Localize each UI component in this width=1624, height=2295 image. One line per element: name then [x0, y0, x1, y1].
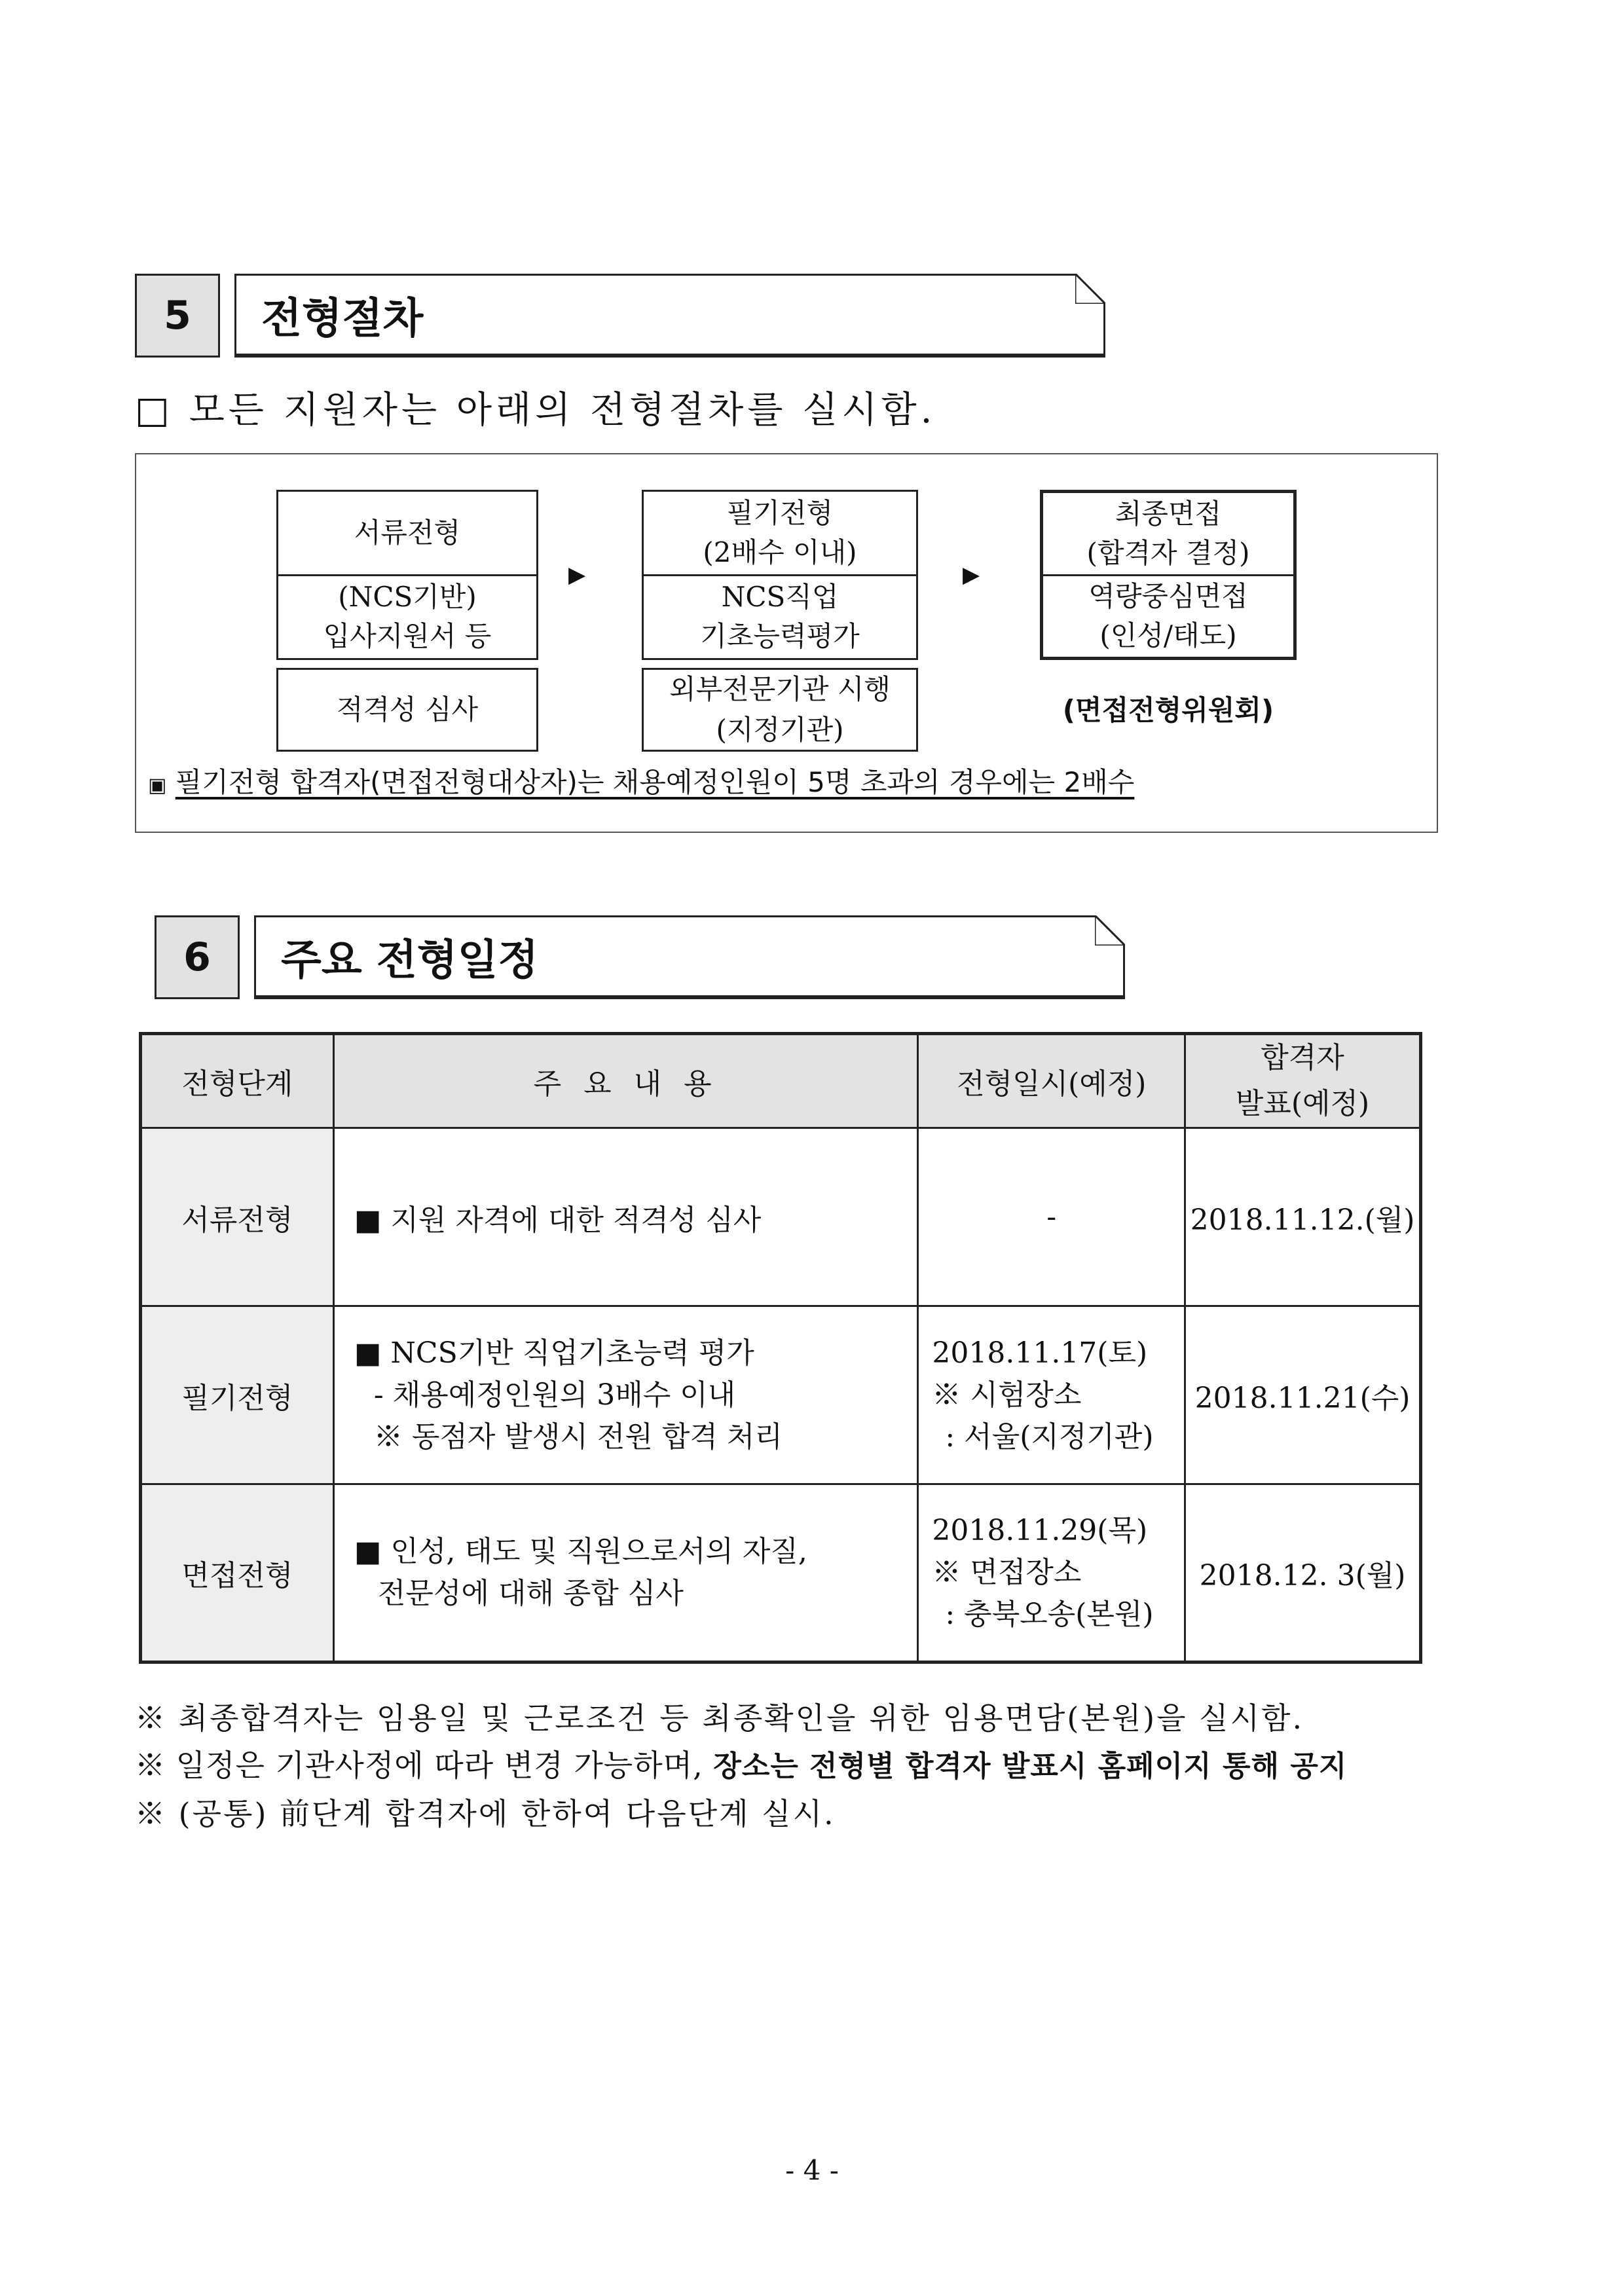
- row-1-announce: 2018.11.12.(월): [1185, 1128, 1421, 1306]
- step-2-sub-line2: (지정기관): [716, 714, 844, 746]
- arrow-icon-1: ▶: [568, 562, 586, 588]
- header-announce: [1185, 1034, 1421, 1128]
- step-2-name-line2: (2배수 이내): [703, 536, 857, 568]
- row-2-date: [918, 1306, 1185, 1484]
- header-announce-line1: 합격자: [1261, 1041, 1344, 1074]
- row-2-announce: 2018.11.21(수): [1185, 1306, 1421, 1484]
- step-1-header: [278, 492, 536, 576]
- section-6-title-text: 주요 전형일정: [281, 936, 539, 985]
- step-3-name-line2: (합격자 결정): [1086, 536, 1250, 569]
- row-3-date-line1: 2018.11.29(목): [932, 1514, 1148, 1547]
- step-2-sub-line1: 외부전문기관 시행: [669, 673, 891, 705]
- note-text: 필기전형 합격자(면접전형대상자)는 채용예정인원이 5명 초과의 경우에는 2배수: [175, 766, 1135, 798]
- step-2-header: [644, 492, 916, 576]
- row-2-content-line3: ※ 동점자 발생시 전원 합격 처리: [373, 1420, 783, 1454]
- header-date: 전형일시(예정): [918, 1034, 1185, 1128]
- row-3-content-line2: 전문성에 대해 종합 심사: [377, 1577, 684, 1610]
- step-1-desc-line1: (NCS기반): [338, 581, 477, 614]
- row-3-announce: 2018.12. 3(월): [1185, 1484, 1421, 1662]
- row-1-stage: 서류전형: [141, 1128, 334, 1306]
- row-1-content-line1: ■ 지원 자격에 대한 적격성 심사: [354, 1203, 762, 1237]
- schedule-note-2: [135, 1742, 1347, 1785]
- step-2-name-line1: 필기전형: [726, 496, 834, 529]
- table-row: [141, 1128, 1421, 1306]
- intro-text: 모든 지원자는 아래의 전형절차를 실시함.: [189, 389, 936, 431]
- step-2-desc: [644, 576, 916, 659]
- page-number: - 4 -: [785, 2154, 839, 2186]
- step-document-screening: [276, 490, 538, 660]
- process-note: [148, 761, 1134, 800]
- row-3-date-line3: : 충북오송(본원): [945, 1598, 1154, 1631]
- row-1-content: [333, 1128, 918, 1306]
- header-stage: 전형단계: [141, 1034, 334, 1128]
- step-3-desc-line2: (인성/태도): [1099, 619, 1237, 652]
- step-1-sub-text: 적격성 심사: [336, 693, 479, 725]
- row-3-date-line2: ※ 면접장소: [932, 1556, 1082, 1589]
- step-2-desc-line1: NCS직업: [721, 581, 839, 614]
- section-5-title-text: 전형절차: [261, 294, 424, 343]
- table-row: [141, 1306, 1421, 1484]
- step-3-name-line1: 최종면접: [1115, 497, 1222, 530]
- step-2-sub: [642, 668, 918, 752]
- step-1-desc-line2: 입사지원서 등: [323, 620, 492, 653]
- section-5-number: 5: [135, 274, 220, 358]
- row-2-date-line3: : 서울(지정기관): [945, 1420, 1154, 1454]
- row-2-date-line2: ※ 시험장소: [932, 1378, 1082, 1412]
- step-3-header: [1043, 493, 1293, 576]
- table-row: [141, 1484, 1421, 1662]
- step-1-sub: [276, 668, 538, 752]
- row-2-content: [333, 1306, 918, 1484]
- schedule-table: [139, 1032, 1422, 1664]
- step-2-desc-line2: 기초능력평가: [700, 620, 860, 653]
- row-2-content-line2: - 채용예정인원의 3배수 이내: [373, 1378, 736, 1412]
- row-3-date: [918, 1484, 1185, 1662]
- header-content: 주 요 내 용: [333, 1034, 918, 1128]
- row-2-content-line1: ■ NCS기반 직업기초능력 평가: [354, 1336, 754, 1370]
- arrow-icon-2: ▶: [963, 562, 980, 588]
- header-announce-line2: 발표(예정): [1235, 1087, 1370, 1120]
- page-fold-icon: [1075, 274, 1105, 304]
- schedule-note-2-bold: 장소는 전형별 합격자 발표시 홈페이지 통해 공지: [713, 1750, 1348, 1783]
- step-3-sub: (면접전형위원회): [1062, 694, 1274, 726]
- row-3-content-line1: ■ 인성, 태도 및 직원으로서의 자질,: [354, 1535, 807, 1568]
- row-3-content: [333, 1484, 918, 1662]
- schedule-note-2-plain: ※ 일정은 기관사정에 따라 변경 가능하며,: [135, 1748, 703, 1783]
- step-3-desc-line1: 역량중심면접: [1088, 580, 1248, 613]
- note-icon: ▣: [148, 774, 167, 797]
- page-fold-icon: [1095, 915, 1125, 946]
- step-3-desc: [1043, 576, 1293, 657]
- step-written-test: [642, 490, 918, 660]
- row-2-stage: 필기전형: [141, 1306, 334, 1484]
- section-6-number: 6: [155, 915, 240, 999]
- section-6-title: [254, 915, 1125, 999]
- row-2-date-line1: 2018.11.17(토): [932, 1336, 1148, 1370]
- checkbox-icon: □: [135, 389, 174, 431]
- step-final-interview: [1040, 490, 1297, 660]
- schedule-note-1: ※ 최종합격자는 임용일 및 근로조건 등 최종확인을 위한 임용면담(본원)을 실시함.: [135, 1700, 1304, 1736]
- table-header-row: [141, 1034, 1421, 1128]
- schedule-note-3: ※ (공통) 前단계 합격자에 한하여 다음단계 실시.: [135, 1796, 836, 1831]
- section-5-intro: [135, 381, 936, 433]
- step-1-desc: [278, 576, 536, 659]
- row-3-stage: 면접전형: [141, 1484, 334, 1662]
- row-1-date: -: [918, 1128, 1185, 1306]
- step-1-name: 서류전형: [354, 516, 461, 549]
- section-5-title: [234, 274, 1105, 358]
